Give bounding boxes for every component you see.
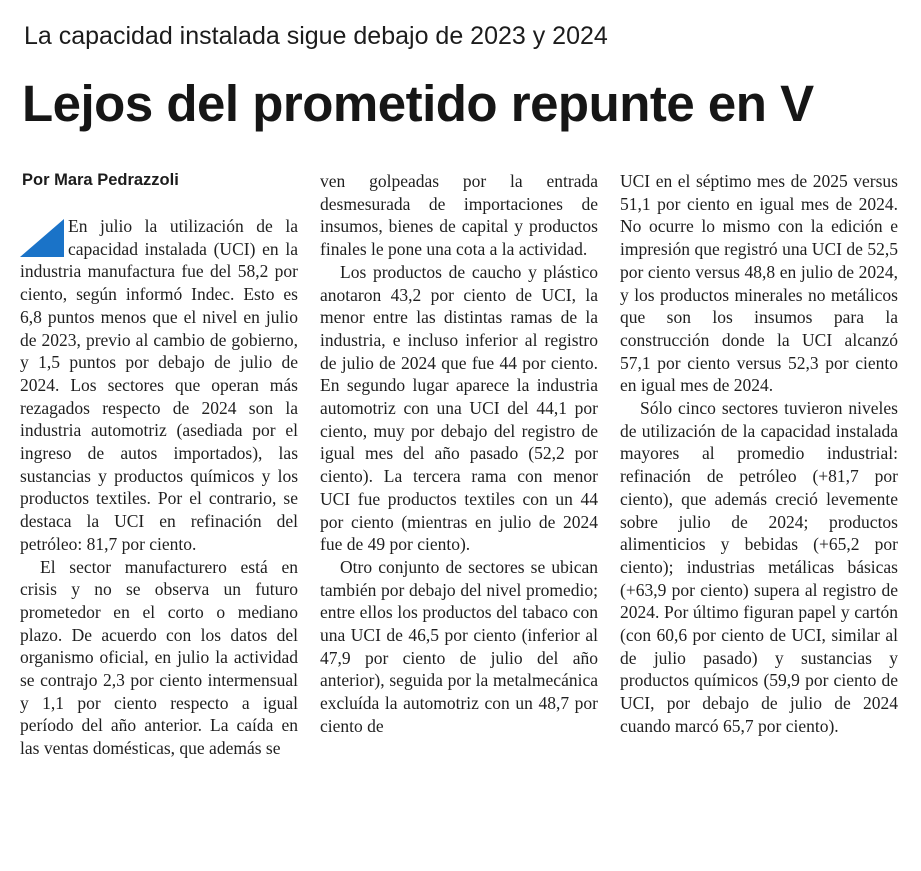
- article-paragraph: En julio la utilización de la capacidad instalada (UCI) en la industria manufactura fue del 58,2 por ciento, según informó Indec. Esto es 6,8 puntos menos que el nivel en julio de 2023, previo al cambio de gobierno, y 1,5 puntos por debajo de julio de 2024. Los sectores que operan más rezagados respecto de 2024 son la industria automotriz (asediada por el ingreso de autos importados), las sustancias y productos químicos y los productos textiles. Por el contrario, se destaca la UCI en refinación del petróleo: 81,7 por ciento.: [20, 216, 298, 554]
- article-kicker: La capacidad instalada sigue debajo de 2023 y 2024: [24, 22, 608, 50]
- article-column-2: [320, 170, 598, 738]
- article-paragraph: ven golpeadas por la entrada desmesurada de importaciones de insumos, bienes de capital y productos finales le pone una cota a la actividad.: [320, 171, 598, 260]
- article-paragraph: Los productos de caucho y plástico anotaron 43,2 por ciento de UCI, la menor entre las distintas ramas de la industria, e incluso inferior al registro de julio de 2024 que fue 44 por ciento. En segundo lugar aparece la industria automotriz con una UCI del 44,1 por ciento, muy por debajo del registro de igual mes del año pasado (52,2 por ciento). La tercera rama con menor UCI fue productos textiles con un 44 por ciento (mientras en julio de 2024 fue de 49 por ciento).: [320, 261, 598, 555]
- article-byline: Por Mara Pedrazzoli: [22, 171, 179, 189]
- article-paragraph: Sólo cinco sectores tuvieron niveles de utilización de la capacidad instalada mayores al promedio industrial: refinación de petróleo (+81,7 por ciento), que además creció levemente sobre julio de 2024; productos alimenticios y bebidas (+65,2 por ciento); industrias metálicas básicas (+63,9 por ciento) supera al registro de 2024. Por último figuran papel y cartón (con 60,6 por ciento de UCI, similar al de julio pasado) y sustancias y productos químicos (59,9 por ciento de UCI, por debajo de julio de 2024 cuando marcó 65,7 por ciento).: [620, 398, 898, 736]
- article-column-1: [20, 215, 298, 760]
- article-paragraph: Otro conjunto de sectores se ubican también por debajo del nivel promedio; entre ellos los productos del tabaco con una UCI de 46,5 por ciento (inferior al 47,9 por ciento de julio del año anterior), seguida por la metalmecánica excluída la automotriz con un 48,7 por ciento de: [320, 556, 598, 736]
- article-column-3: [620, 170, 898, 738]
- article-paragraph: El sector manufacturero está en crisis y no se observa un futuro prometedor en el corto o mediano plazo. De acuerdo con los datos del organismo oficial, en julio la actividad se contrajo 2,3 por ciento intermensual y 1,1 por ciento respecto a igual período del año anterior. La caída en las ventas domésticas, que además se: [20, 556, 298, 759]
- article-headline: Lejos del prometido repunte en V: [22, 75, 814, 132]
- article-paragraph: UCI en el séptimo mes de 2025 versus 51,1 por ciento en igual mes de 2024. No ocurre lo mismo con la edición e impresión que registró una UCI de 52,5 por ciento versus 48,8 en julio de 2024, y los productos minerales no metálicos que son los insumos para la construcción donde la UCI alcanzó 57,1 por ciento versus 52,3 por ciento en igual mes de 2024.: [620, 171, 898, 396]
- drop-cap-triangle-icon: [20, 219, 64, 257]
